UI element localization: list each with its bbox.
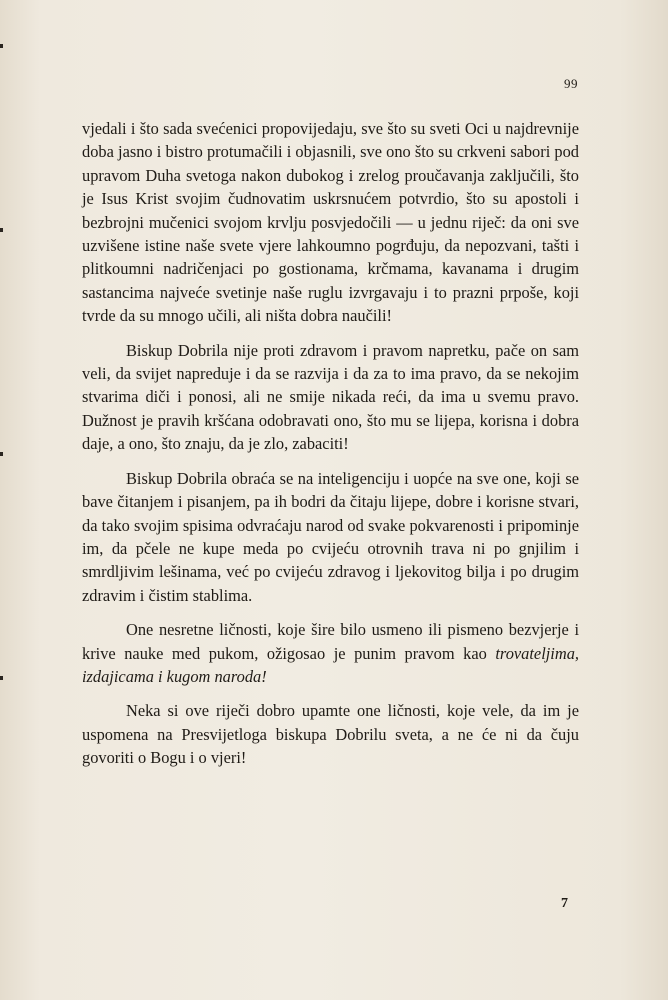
paragraph-text: vjedali i što sada svećenici propovijedaju, sve što su sveti Oci u najdrevnije doba jasno i bistro protumačili i objasnili, sve ono što su crkveni sabori pod upravom Duha svetoga nakon dubokog i zrelog proučavanja zaključili, što je Isus Krist svojim čudnovatim uskrsnućem potvrdio, što su apostoli i bezbrojni mučenici svojom krvlju posvjedočili — u jednu riječ: da oni sve uzvišene istine naše svete vjere lahkoumno pogrđuju, da nepozvani, tašti i plitkoumni nadričenjaci po gostionama, krčmama, kavanama i drugim sastancima najveće svetinje naše ruglu izvrgavaju i to prazni prpoše, koji tvrde da su mnogo učili, ali ništa dobra naučili! [82,119,579,326]
signature-mark: 7 [561,896,568,911]
emphasized-text: trovateljima, izdajicama i kugom naroda! [82,643,579,686]
paragraph-text: Biskup Dobrila nije proti zdravom i pravom napretku, pače on sam veli, da svijet napreduje i da se razvija i da za to ima pravo, da se nekojim stvarima diči i ponosi, ali ne smije nikada reći, da ima u svemu pravo. Dužnost je pravih kršćana odobravati ono, što mu se lijepa, korisna i dobra daje, a ono, što znaju, da je zlo, zabaciti! [82,340,579,454]
paragraph-text: One nesretne ličnosti, koje šire bilo usmeno ili pismeno bezvjerje i krive nauke med pukom, ožigosao je punim pravom kao [82,620,579,663]
binding-mark [0,676,3,680]
paragraph [82,699,579,769]
paragraph-text: Neka si ove riječi dobro upamte one ličnosti, koje vele, da im je uspomena na Presvijetloga biskupa Dobrilu sveta, a ne će ni da čuju govoriti o Bogu i o vjeri! [82,701,579,768]
body-text [82,117,579,770]
paragraph [82,467,579,607]
paragraph [82,117,579,328]
paragraph [82,339,579,456]
paragraph [82,618,579,688]
paragraph-text: Biskup Dobrila obraća se na inteligenciju i uopće na sve one, koji se bave čitanjem i pisanjem, pa ih bodri da čitaju lijepe, dobre i korisne stvari, da tako svojim spisima odvraćaju narod od svake pokvarenosti i pripominje im, da pčele ne kupe meda po cvijeću otrovnih trava ni po gnjilim i smrdljivim lešinama, već po cvijeću zdravog i ljekovitog bilja i po drugim zdravim i čistim stablima. [82,468,579,605]
binding-mark [0,452,3,456]
page-number: 99 [564,76,578,91]
binding-mark [0,44,3,48]
binding-mark [0,228,3,232]
